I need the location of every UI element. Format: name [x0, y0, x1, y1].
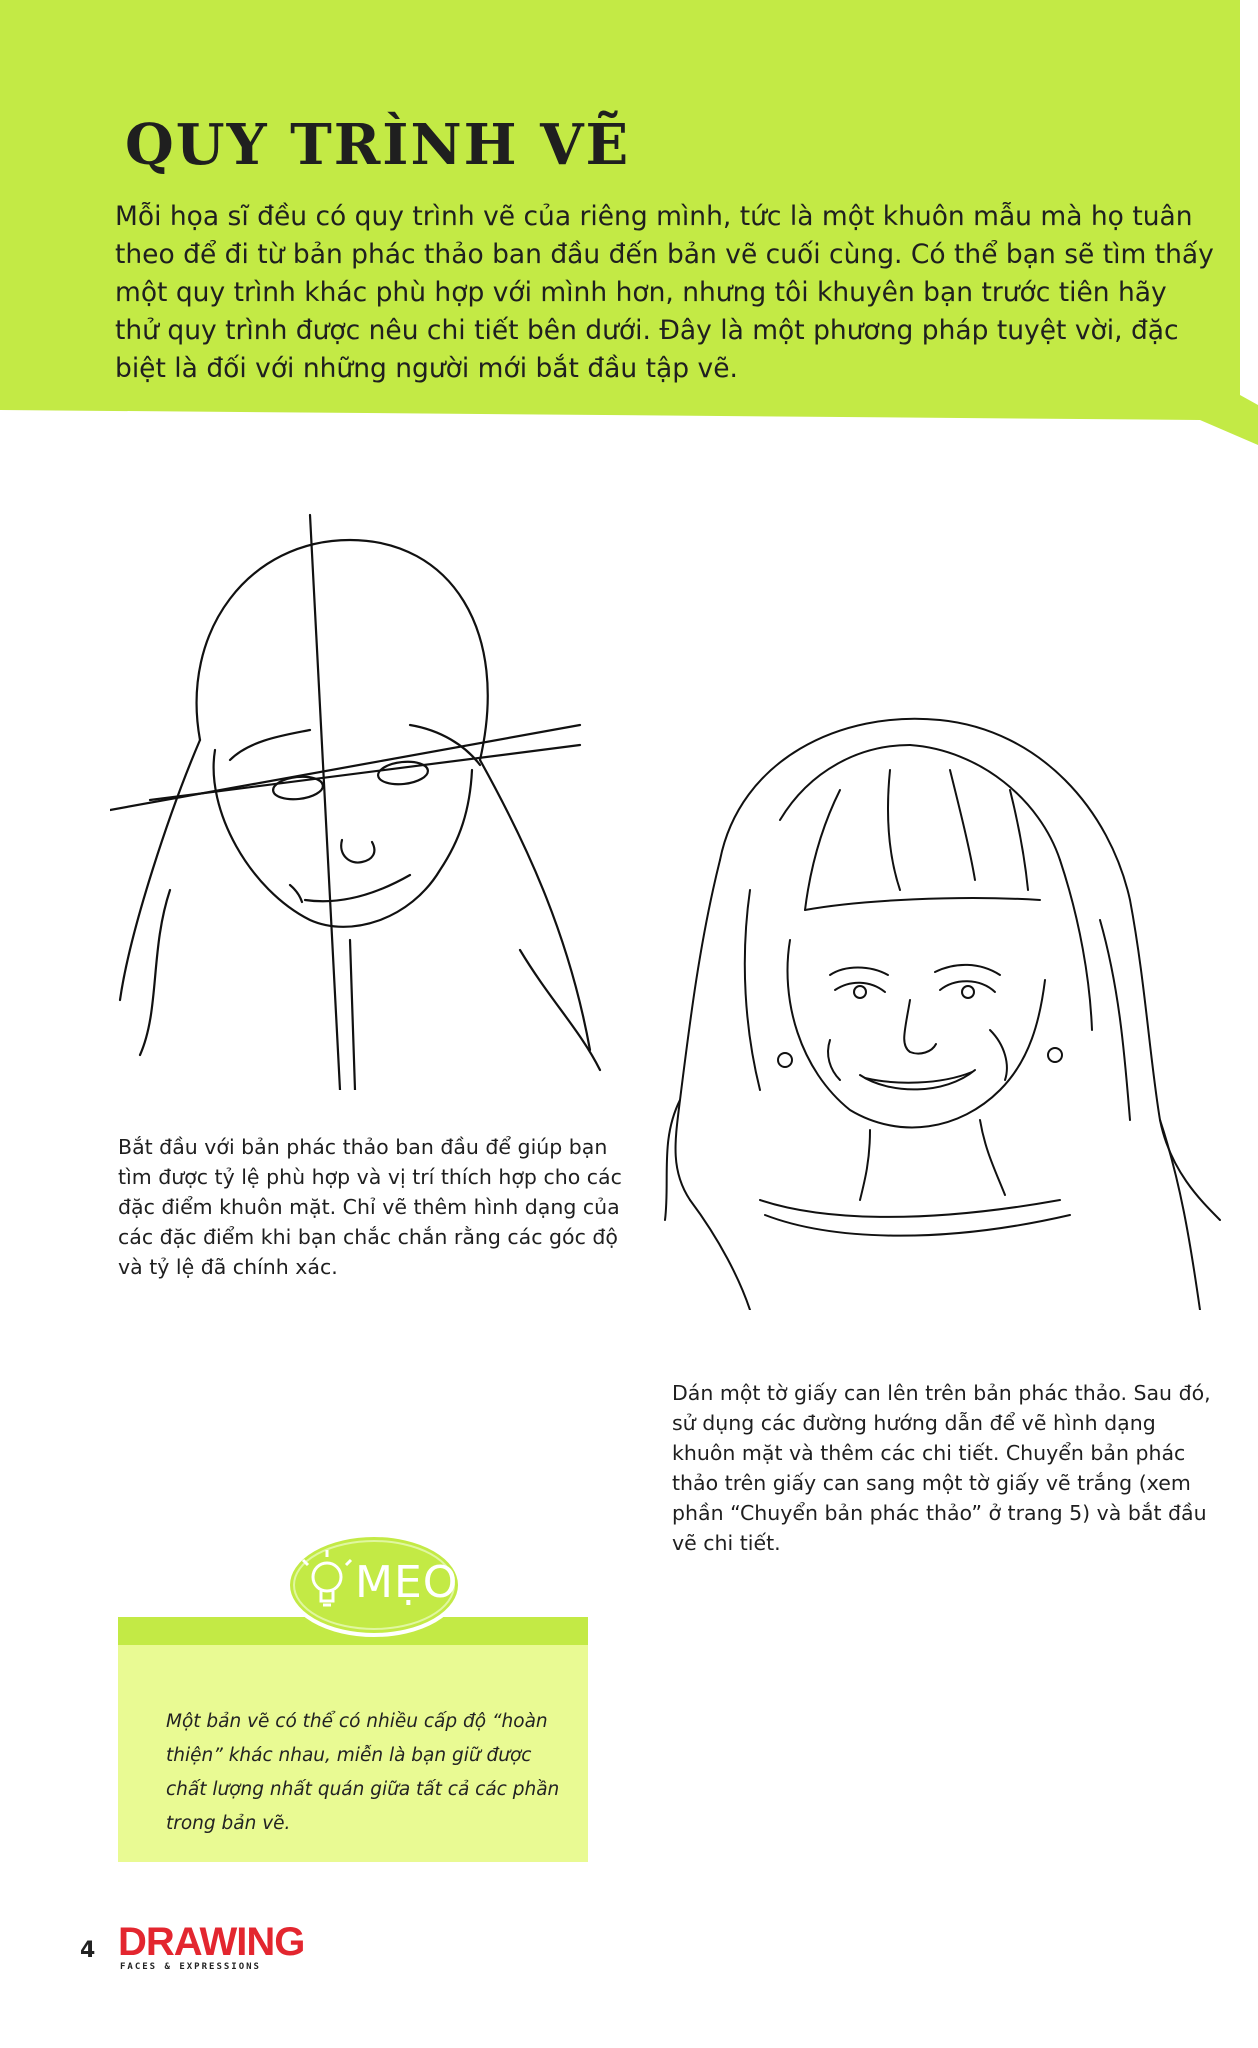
page-number: 4 — [80, 1938, 96, 1963]
step-1-caption: Bắt đầu với bản phác thảo ban đầu để giúp bạn tìm được tỷ lệ phù hợp và vị trí thích hợp cho các đặc điểm khuôn mặt. Chỉ vẽ thêm hình dạng của các đặc điểm khi bạn chắc chắn rằng các góc độ và tỷ lệ đã chính xác. — [118, 1135, 622, 1279]
page-title: QUY TRÌNH VẼ — [125, 112, 631, 178]
intro-paragraph: Mỗi họa sĩ đều có quy trình vẽ của riêng mình, tức là một khuôn mẫu mà họ tuân theo để đi từ bản phác thảo ban đầu đến bản vẽ cuối cùng. Có thể bạn sẽ tìm thấy một quy trình khác phù hợp với mình hơn, nhưng tôi khuyên bạn trước tiên hãy thử quy trình được nêu chi tiết bên dưới. Đây là một phương pháp tuyệt vời, đặc biệt là đối với những người mới bắt đầu tập vẽ. — [115, 201, 1214, 384]
initial-sketch-illustration — [110, 510, 620, 1090]
book-brand: DRAWING — [118, 1920, 305, 1964]
tip-badge — [283, 1525, 465, 1645]
finished-portrait-illustration — [660, 700, 1230, 1310]
tip-box — [118, 1617, 588, 1862]
book-subtitle: FACES & EXPRESSIONS — [120, 1962, 261, 1972]
step-2-caption: Dán một tờ giấy can lên trên bản phác thảo. Sau đó, sử dụng các đường hướng dẫn để vẽ hình dạng khuôn mặt và thêm các chi tiết. Chuyển bản phác thảo trên giấy can sang một tờ giấy vẽ trắng (xem phần “Chuyển bản phác thảo” ở trang 5) và bắt đầu vẽ chi tiết. — [672, 1381, 1211, 1555]
tip-label: MẸO — [355, 1557, 459, 1608]
header-banner — [0, 0, 1258, 445]
tip-text: Một bản vẽ có thể có nhiều cấp độ “hoàn thiện” khác nhau, miễn là bạn giữ được chất lượng nhất quán giữa tất cả các phần trong bản vẽ. — [166, 1711, 560, 1834]
